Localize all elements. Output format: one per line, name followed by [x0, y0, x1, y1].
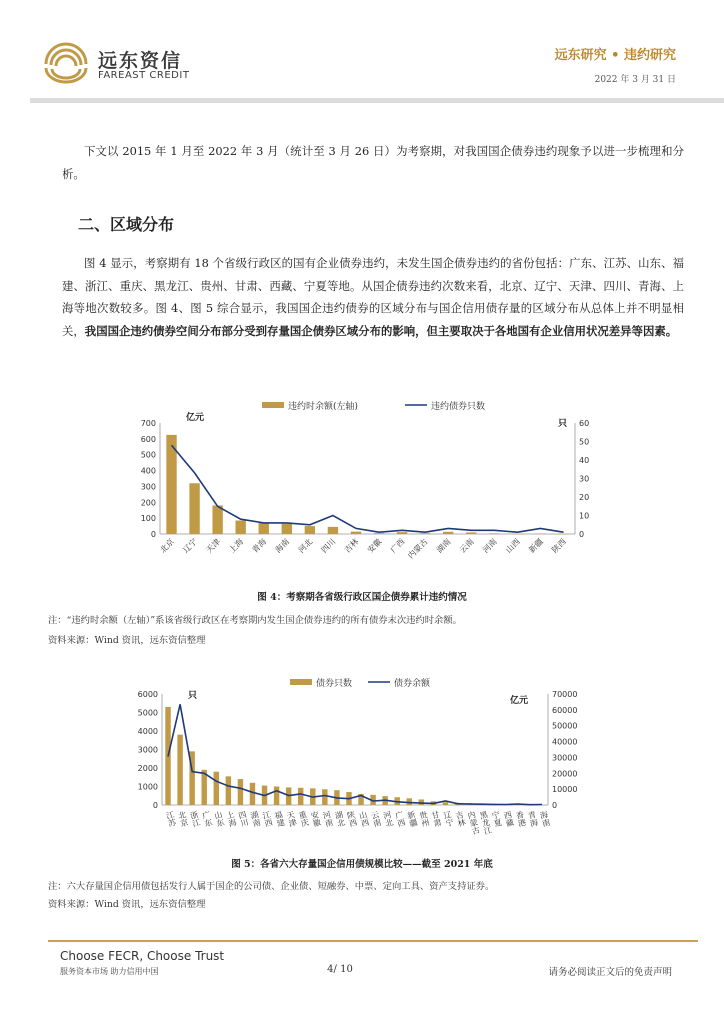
bar-辽宁 [189, 483, 199, 534]
right-tick-label: 40 [579, 456, 590, 465]
right-tick-label: 70000 [552, 690, 578, 699]
bar-山东 [214, 772, 219, 805]
right-tick-label: 20 [579, 493, 590, 502]
x-category-label: 宁夏 [490, 809, 504, 828]
left-tick-label: 600 [140, 434, 156, 444]
right-tick-label: 60000 [552, 705, 578, 715]
x-category-label: 山西 [504, 537, 522, 555]
x-category-label: 贵州 [417, 809, 431, 828]
intro-paragraph [62, 140, 684, 185]
x-category-label: 新疆 [527, 537, 545, 555]
x-category-label: 重庆 [297, 809, 311, 828]
logo-english-name: FAREAST CREDIT [98, 70, 190, 81]
x-category-label: 辽宁 [181, 537, 199, 555]
left-tick-label: 2000 [137, 764, 158, 773]
header-divider [30, 98, 724, 103]
right-tick-label: 10 [579, 511, 590, 521]
fareast-logo-icon [42, 42, 90, 84]
footer-divider [48, 940, 698, 942]
x-category-label: 吉林 [342, 537, 361, 555]
fig4-source: 资料来源：Wind 资讯，远东资信整理 [48, 635, 206, 646]
fig4-note: 注：“违约时余额（左轴）”系该省级行政区在考察期内发生国企债券违约的所有债券末次违约时余额。 [48, 615, 462, 626]
fig5-note: 注：六大存量国企信用债包括发行人属于国企的公司债、企业债、短融券、中票、定向工具、资产支持证券。 [48, 881, 495, 892]
bar-内蒙古 [420, 533, 430, 534]
x-category-label: 上海 [227, 537, 246, 555]
right-tick-label: 50 [579, 437, 590, 447]
footer-slogan: Choose FECR, Choose Trust [60, 949, 225, 963]
x-category-label: 吉林 [454, 809, 468, 828]
bar-新疆 [535, 534, 545, 535]
section-heading: 二、区域分布 [78, 215, 175, 234]
fig5-source: 资料来源：Wind 资讯，远东资信整理 [48, 899, 206, 910]
header-date: 2022 年 3 月 31 日 [594, 75, 676, 85]
legend-line-label: 债券余额 [394, 679, 431, 689]
x-category-label: 陕西 [345, 809, 359, 828]
x-category-label: 西藏 [502, 809, 516, 828]
bar-辽宁 [443, 802, 448, 805]
bar-上海 [236, 521, 246, 534]
x-category-label: 湖北 [333, 809, 347, 828]
bar-福建 [274, 787, 279, 806]
x-category-label: 山东 [212, 809, 226, 828]
bar-湖南 [250, 783, 255, 805]
logo-chinese-name: 远东资信 [98, 50, 183, 72]
fig5-caption: 图 5：各省六大存量国企信用债规模比较——截至 2021 年底 [231, 859, 493, 870]
x-category-label: 福建 [273, 809, 287, 828]
x-category-label: 内蒙古 [406, 537, 430, 561]
bar-北京 [177, 735, 182, 805]
left-tick-label: 1000 [137, 782, 158, 792]
fig4-caption: 图 4：考察期各省级行政区国企债券累计违约情况 [257, 592, 467, 603]
bar-山西 [512, 534, 522, 535]
legend-bar-swatch [290, 679, 312, 685]
series-line [172, 445, 564, 532]
x-category-label: 广西 [388, 537, 407, 555]
legend-line-label: 违约债券只数 [431, 402, 486, 412]
x-category-label: 浙江 [188, 809, 202, 828]
legend-bar-swatch [262, 402, 284, 408]
bar-湖南 [443, 532, 453, 534]
bar-新疆 [407, 798, 412, 805]
footer-disclaimer: 请务必阅读正文后的免责声明 [548, 967, 672, 978]
fig5-chart [100, 676, 620, 846]
section2-paragraph [62, 252, 684, 342]
footer-subslogan: 服务资本市场 助力信用中国 [60, 967, 159, 976]
right-tick-label: 60 [579, 419, 590, 428]
section2-plain-text: 图 4 显示，考察期有 18 个省级行政区的国有企业债券违约，未发生国企债券违约的省份包括：广东、江苏、山东、福建、浙江、重庆、黑龙江、贵州、甘肃、西藏、宁夏等地。从国企债券违约次数来看，北京、辽宁、天津、四川、青海、上海等地次数较多。图 4、图 5 综合显示，我国国企违约债券的区域分布与国企信用债存量的区域分布从总体上并不明显相关， [62, 256, 684, 338]
header-section-title: 远东研究 • 违约研究 [554, 48, 676, 63]
x-category-label: 香港 [514, 809, 528, 828]
x-category-label: 河南 [481, 537, 499, 555]
right-tick-label: 0 [552, 801, 558, 810]
bar-海南 [282, 524, 292, 534]
left-tick-label: 4000 [137, 727, 158, 736]
bar-广西 [397, 532, 407, 534]
left-tick-label: 0 [152, 801, 158, 810]
left-tick-label: 100 [140, 514, 156, 524]
x-category-label: 陕西 [550, 537, 568, 555]
bar-四川 [238, 779, 243, 805]
x-category-label: 天津 [204, 537, 223, 555]
page-number: 4/ 10 [327, 964, 353, 975]
bar-河北 [305, 526, 315, 534]
bar-四川 [328, 527, 338, 534]
x-category-label: 新疆 [405, 809, 419, 828]
x-category-label: 河南 [321, 809, 335, 828]
x-category-label: 海南 [273, 537, 292, 555]
bar-上海 [226, 776, 231, 805]
x-category-label: 河北 [296, 537, 315, 555]
right-tick-label: 0 [579, 530, 585, 539]
bar-安徽 [374, 533, 384, 534]
right-tick-label: 20000 [552, 769, 578, 779]
x-category-label: 安徽 [309, 809, 323, 828]
series-line [168, 704, 542, 804]
left-tick-label: 400 [140, 466, 156, 476]
x-category-label: 黑龙江 [478, 809, 494, 836]
right-axis-unit: 亿元 [510, 696, 529, 706]
right-tick-label: 40000 [552, 737, 578, 747]
right-tick-label: 10000 [552, 785, 578, 795]
x-category-label: 甘肃 [430, 809, 443, 828]
left-tick-label: 200 [140, 498, 156, 508]
x-category-label: 安徽 [365, 537, 384, 555]
right-tick-label: 50000 [552, 721, 578, 731]
x-category-label: 四川 [319, 537, 338, 555]
bar-陕西 [558, 534, 568, 535]
right-tick-label: 30000 [552, 753, 578, 763]
bar-河南 [489, 533, 499, 534]
x-category-label: 青海 [526, 809, 540, 828]
bar-天津 [212, 505, 222, 534]
x-category-label: 湖南 [249, 809, 262, 828]
x-category-label: 广东 [200, 809, 214, 828]
x-category-label: 辽宁 [442, 809, 455, 828]
right-tick-label: 30 [579, 474, 590, 484]
bar-河南 [322, 789, 327, 805]
left-tick-label: 0 [150, 530, 156, 539]
section2-bold-text: 我国国企违约债券空间分布部分受到存量国企债券区域分布的影响，但主要取决于各地国有企业信用状况差异等因素。 [84, 323, 678, 338]
x-category-label: 河北 [381, 809, 395, 828]
bar-云南 [466, 532, 476, 534]
left-tick-label: 300 [140, 482, 156, 492]
x-category-label: 上海 [224, 809, 238, 828]
right-axis-unit: 只 [558, 419, 568, 429]
x-category-label: 湖南 [434, 537, 453, 555]
bar-青海 [259, 523, 269, 534]
bar-吉林 [351, 532, 361, 534]
x-category-label: 江苏 [164, 809, 178, 828]
x-category-label: 云南 [369, 809, 383, 828]
left-tick-label: 500 [140, 450, 156, 460]
left-tick-label: 3000 [137, 745, 158, 755]
x-category-label: 天津 [285, 809, 299, 828]
left-axis-unit: 亿元 [186, 413, 205, 423]
legend-bar-label: 债券只数 [316, 679, 353, 689]
x-category-label: 四川 [237, 809, 250, 828]
x-category-label: 北京 [176, 809, 190, 828]
x-category-label: 山西 [357, 809, 371, 828]
left-axis-unit: 只 [188, 691, 198, 701]
bar-重庆 [298, 788, 303, 805]
section2-text [62, 252, 684, 342]
x-category-label: 广西 [393, 809, 407, 828]
x-category-label: 海南 [538, 809, 552, 828]
x-category-label: 云南 [457, 537, 476, 555]
intro-text: 下文以 2015 年 1 月至 2022 年 3 月（统计至 3 月 26 日）为考察期，对我国国企债券违约现象予以进一步梳理和分析。 [62, 144, 684, 181]
x-category-label: 北京 [158, 537, 176, 555]
x-category-label: 内蒙古 [466, 809, 482, 836]
x-category-label: 江西 [261, 809, 275, 828]
legend-bar-label: 违约时余额(左轴) [288, 402, 359, 412]
left-tick-label: 5000 [137, 708, 158, 718]
left-tick-label: 6000 [137, 690, 158, 699]
left-tick-label: 700 [140, 419, 156, 428]
fig4-chart [100, 395, 620, 580]
x-category-label: 青海 [250, 537, 269, 555]
